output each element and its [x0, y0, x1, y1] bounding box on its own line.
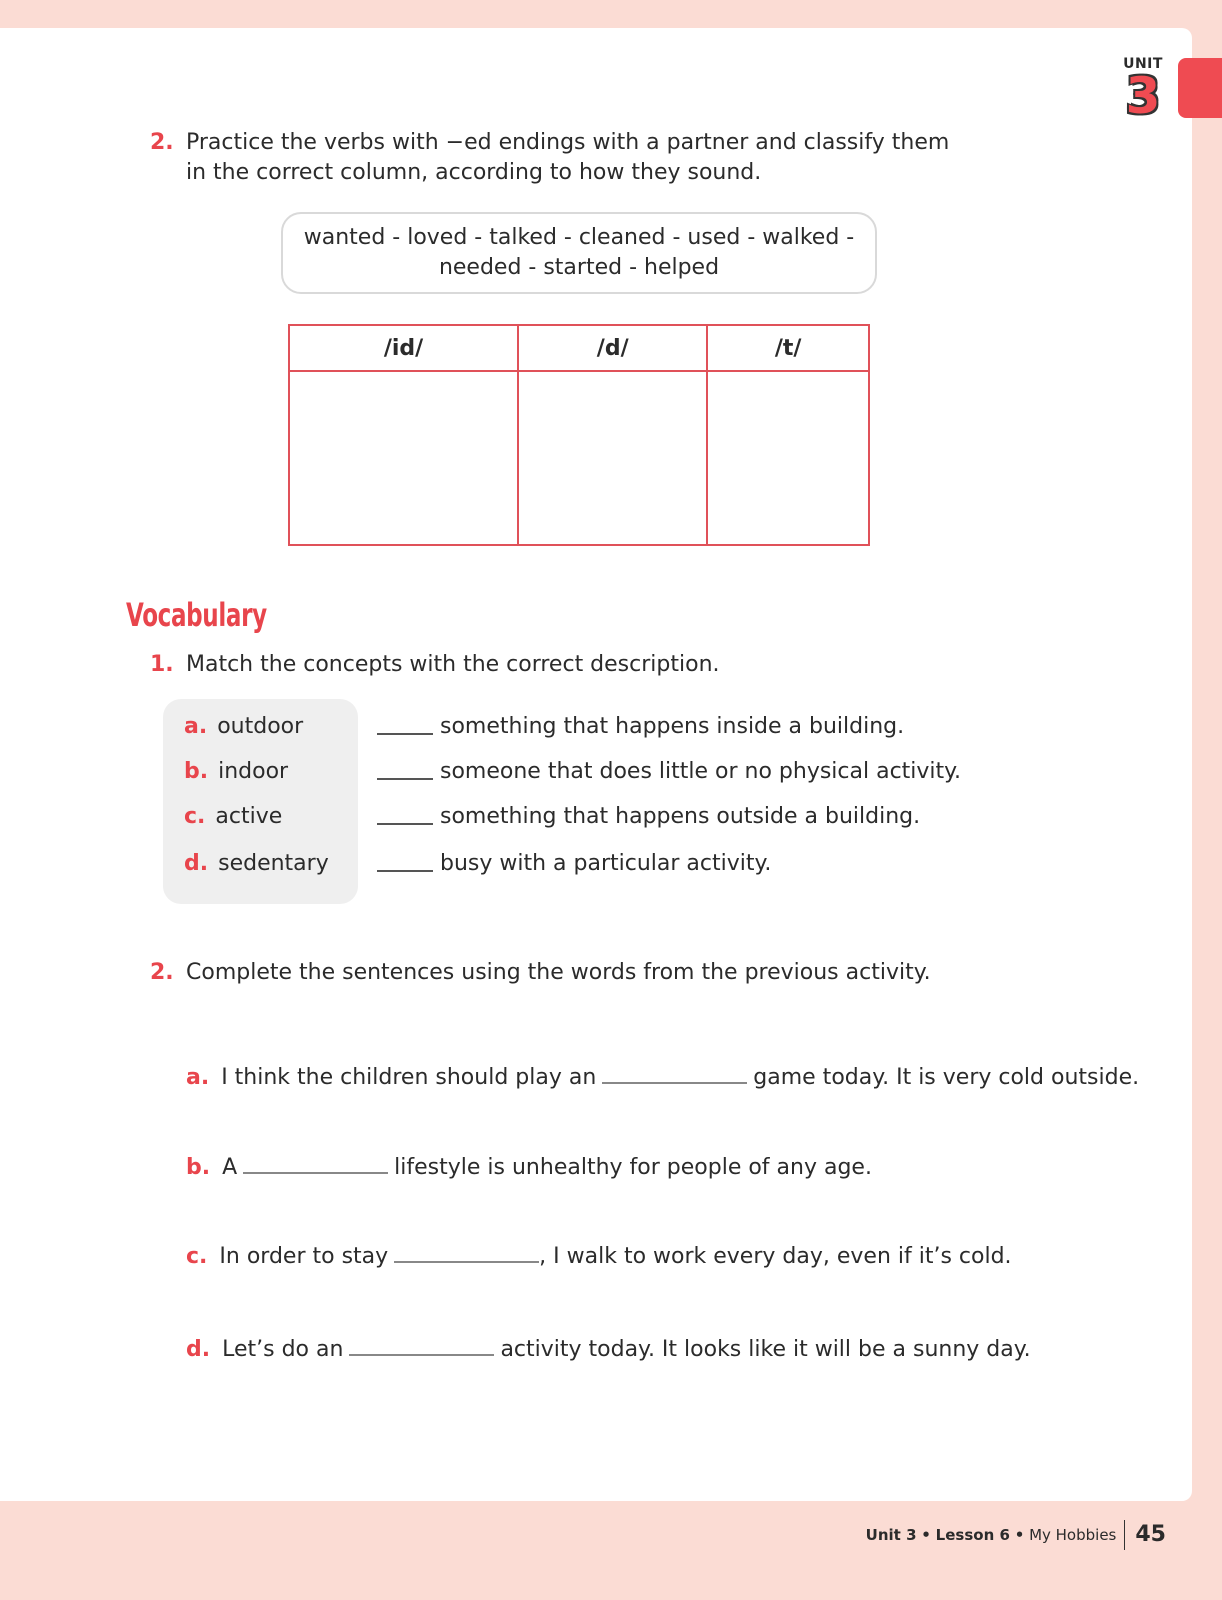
- unit-tab: [1178, 58, 1222, 118]
- sentence-b: b. A lifestyle is unhealthy for people of any age.: [186, 1150, 872, 1183]
- sentence-blank-b[interactable]: [243, 1150, 388, 1174]
- footer-bullet: •: [1014, 1526, 1025, 1544]
- description-1: something that happens inside a building.: [440, 714, 905, 739]
- page-number: 45: [1135, 1522, 1166, 1547]
- description-4: busy with a particular activity.: [440, 851, 772, 876]
- section-title-vocabulary: Vocabulary: [126, 596, 267, 634]
- description-2: someone that does little or no physical activity.: [440, 759, 962, 784]
- exercise-instruction-line1: Practice the verbs with −ed endings with a partner and classify them: [186, 130, 950, 155]
- footer-topic: My Hobbies: [1029, 1526, 1117, 1544]
- match-blank-3[interactable]: [377, 823, 433, 825]
- footer-bullet: •: [921, 1526, 931, 1544]
- column-header-id: /id/: [289, 325, 518, 371]
- unit-number: 3: [1125, 67, 1161, 125]
- term-a: a. outdoor: [184, 714, 304, 739]
- match-blank-1[interactable]: [377, 733, 433, 735]
- word-bank-line1: wanted - loved - talked - cleaned - used - walked -: [303, 225, 855, 250]
- word-bank: [281, 212, 877, 294]
- footer-divider: [1124, 1520, 1125, 1550]
- exercise-number: 1.: [150, 652, 174, 677]
- exercise-instruction-line2: in the correct column, according to how they sound.: [186, 160, 762, 185]
- unit-label: UNIT: [1123, 56, 1163, 72]
- footer-lesson: Lesson 6: [935, 1526, 1010, 1544]
- sentence-d: d. Let’s do an activity today. It looks like it will be a sunny day.: [186, 1332, 1031, 1365]
- sentence-blank-a[interactable]: [602, 1060, 747, 1084]
- column-header-d: /d/: [518, 325, 707, 371]
- word-bank-line2: needed - started - helped: [438, 255, 720, 280]
- exercise-instruction: Complete the sentences using the words from the previous activity.: [186, 960, 931, 985]
- sentence-a: a. I think the children should play an game today. It is very cold outside.: [186, 1060, 1139, 1093]
- term-d: d. sedentary: [184, 851, 329, 876]
- footer-unit: Unit 3: [865, 1526, 917, 1544]
- column-cell-id[interactable]: [289, 371, 518, 545]
- sentence-blank-d[interactable]: [349, 1332, 494, 1356]
- match-blank-2[interactable]: [377, 778, 433, 780]
- match-blank-4[interactable]: [377, 870, 433, 872]
- page-footer: [866, 1520, 1166, 1550]
- exercise-instruction: Match the concepts with the correct description.: [186, 652, 720, 677]
- sentence-c: c. In order to stay , I walk to work every day, even if it’s cold.: [186, 1239, 1012, 1272]
- column-cell-t[interactable]: [707, 371, 869, 545]
- term-c: c. active: [184, 804, 283, 829]
- term-b: b. indoor: [184, 759, 289, 784]
- exercise-number: 2.: [150, 130, 174, 155]
- column-header-t: /t/: [707, 325, 869, 371]
- description-3: something that happens outside a building.: [440, 804, 921, 829]
- column-cell-d[interactable]: [518, 371, 707, 545]
- exercise-number: 2.: [150, 960, 174, 985]
- sentence-blank-c[interactable]: [394, 1239, 539, 1263]
- sound-classification-table: [288, 324, 870, 546]
